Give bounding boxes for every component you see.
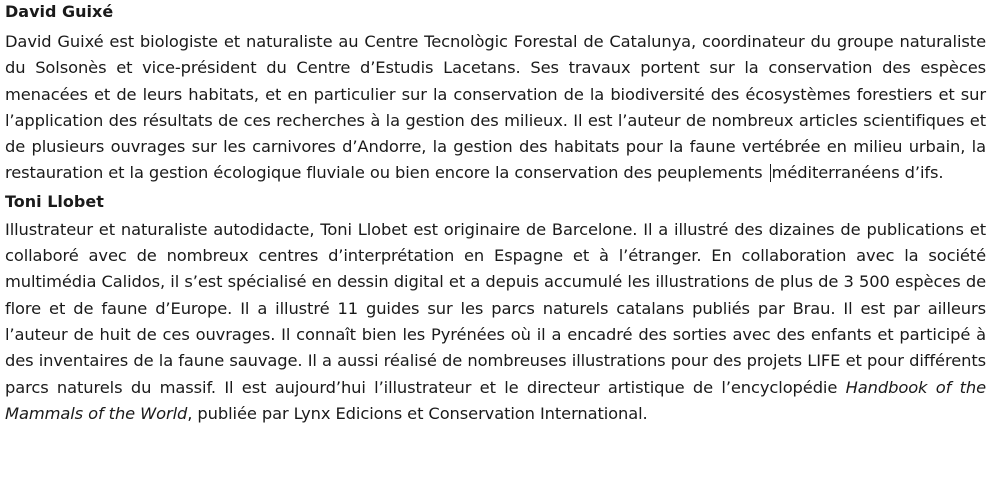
author-bio-david-guixe[interactable] bbox=[5, 29, 986, 187]
bio-text-end: , publiée par Lynx Edicions et Conservation International. bbox=[187, 403, 648, 423]
book-title: Handbook of the Mammals of the World bbox=[5, 377, 986, 423]
bio-text-end: méditerranéens d’ifs. bbox=[771, 163, 944, 183]
author-name-david-guixe: David Guixé bbox=[5, 2, 114, 21]
author-bio-toni-llobet[interactable] bbox=[5, 217, 986, 427]
author-name-toni-llobet: Toni Llobet bbox=[5, 191, 104, 211]
text-cursor bbox=[770, 164, 771, 182]
bio-text: David Guixé est biologiste et naturaliste au Centre Tecnològic Forestal de Catalunya, coordinateur du groupe naturaliste du Solsonès et vice-président du Centre d’Estudis Lacetans. Ses travaux portent sur la conservation des espèces menacées et de leurs habitats, et en particulier sur la conservation de la biodiversité des écosystèmes forestiers et sur l’application des résultats de ces recherches à la gestion des milieux. Il est l’auteur de nombreux articles scientifiques et de plusieurs ouvrages sur les carnivores d’Andorre, la gestion des habitats pour la faune vertébrée en milieu urbain, la restauration et la gestion écologique fluviale ou bien encore la conservation des peuplements bbox=[5, 32, 986, 183]
bio-text: Illustrateur et naturaliste autodidacte, Toni Llobet est originaire de Barcelone. Il a illustré des dizaines de publications et collaboré avec de nombreux centres d’interprétation en Espagne et à l’étranger. En collaboration avec la société multimédia Calidos, il s’est spécialisé en dessin digital et a depuis accumulé les illustrations de plus de 3 500 espèces de flore et de faune d’Europe. Il a illustré 11 guides sur les parcs naturels catalans publiés par Brau. Il est par ailleurs l’auteur de huit de ces ouvrages. Il connaît bien les Pyrénées où il a encadré des sorties avec des enfants et participé à des inventaires de la faune sauvage. Il a aussi réalisé de nombreuses illustrations pour des projets LIFE et pour différents parcs naturels du massif. Il est aujourd’hui l’illustrateur et le directeur artistique de l’encyclopédie bbox=[5, 219, 986, 397]
